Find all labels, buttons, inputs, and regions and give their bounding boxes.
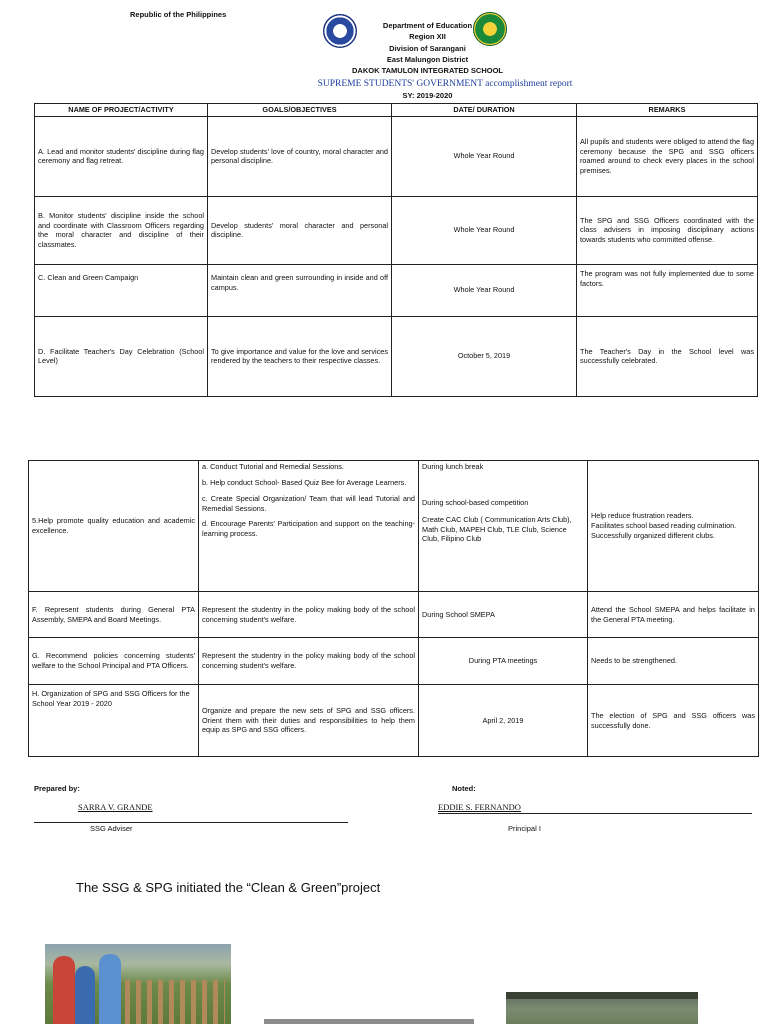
table-header-row (35, 104, 758, 117)
noted-by-role: Principal I (508, 824, 541, 833)
goal-cell: Develop students' love of country, moral character and personal discipline. (208, 116, 392, 196)
date-cell: During PTA meetings (419, 638, 588, 685)
table-row (29, 592, 759, 638)
list-item: b. Help conduct School- Based Quiz Bee for Average Learners. (202, 477, 407, 487)
remarks-cell: Needs to be strengthened. (588, 638, 759, 685)
student-figure (75, 966, 95, 1024)
list-item: During lunch break (422, 462, 484, 471)
date-cell: Whole Year Round (392, 264, 577, 316)
photo-timestamp-bar (506, 992, 698, 999)
remarks-cell: The SPG and SSG Officers coordinated with the class advisers in imposing disciplinary actions towards students who committed offense. (577, 196, 758, 264)
remarks-cell: The program was not fully implemented due to some factors. (577, 264, 758, 316)
remarks-cell (588, 461, 759, 592)
school-year: SY: 2019-2020 (402, 91, 453, 100)
date-cell: During School SMEPA (419, 592, 588, 638)
goal-list (202, 462, 415, 539)
table-row (29, 638, 759, 685)
student-figure (99, 954, 121, 1024)
division-label: Division of Sarangani (389, 43, 466, 53)
signature-line (438, 813, 752, 814)
project-cell: 5.Help promote quality education and academic excellence. (29, 461, 199, 592)
list-item: a. Conduct Tutorial and Remedial Sessions. (202, 462, 344, 471)
goal-cell: Organize and prepare the new sets of SPG and SSG officers. Orient them with their duties and responsibilities to help them equip as SPG and SSG officers. (199, 685, 419, 757)
column-header-date: DATE/ DURATION (392, 104, 577, 117)
signature-line (34, 822, 348, 823)
remarks-cell: Attend the School SMEPA and helps facilitate in the General PTA meeting. (588, 592, 759, 638)
date-cell: Whole Year Round (392, 116, 577, 196)
report-title: SUPREME STUDENTS' GOVERNMENT accomplishment report (317, 79, 573, 89)
prepared-by-label: Prepared by: (34, 784, 80, 793)
accomplishment-table-2 (28, 460, 759, 757)
goal-cell: Develop students' moral character and personal discipline. (208, 196, 392, 264)
region-label: Region XII (409, 32, 446, 42)
column-header-remarks: REMARKS (577, 104, 758, 117)
district-label: East Malungon District (386, 54, 469, 64)
project-cell: C. Clean and Green Campaign (35, 264, 208, 316)
date-cell: October 5, 2019 (392, 316, 577, 396)
date-cell: April 2, 2019 (419, 685, 588, 757)
table-row (35, 264, 758, 316)
date-cell: Whole Year Round (392, 196, 577, 264)
goal-cell: Represent the studentry in the policy making body of the school concerning student's welfare. (199, 638, 419, 685)
list-item: During school-based competition (422, 497, 529, 507)
list-item: Successfully organized different clubs. (591, 530, 715, 540)
project-cell: G. Recommend policies concerning students' welfare to the School Principal and PTA Officers. (29, 638, 199, 685)
remarks-cell: The Teacher's Day in the School level was successfully celebrated. (577, 316, 758, 396)
prepared-by-name: SARRA V. GRANDE (78, 802, 153, 812)
goal-cell: To give importance and value for the love and services rendered by the teachers to their respective classes. (208, 316, 392, 396)
clean-green-photo-1 (45, 944, 231, 1024)
date-cell (419, 461, 588, 592)
column-header-goals: GOALS/OBJECTIVES (208, 104, 392, 117)
project-cell: A. Lead and monitor students' discipline during flag ceremony and flag retreat. (35, 116, 208, 196)
list-item: Create CAC Club ( Communication Arts Club), Math Club, MAPEH Club, TLE Club, Science Club, Filipino Club (422, 514, 572, 544)
clean-green-photo-3 (506, 992, 698, 1024)
project-cell: H. Organization of SPG and SSG Officers for the School Year 2019 - 2020 (29, 685, 199, 757)
accomplishment-table-1 (34, 103, 758, 397)
department-label: Department of Education (382, 21, 473, 30)
table-row (35, 196, 758, 264)
list-item: d. Encourage Parents' Participation and support on the teaching-learning process. (202, 519, 415, 539)
list-item: Facilitates school based reading culmination. (591, 521, 737, 531)
goal-cell: Represent the studentry in the policy making body of the school concerning student's welfare. (199, 592, 419, 638)
goal-cell (199, 461, 419, 592)
school-name: DAKOK TAMULON INTEGRATED SCHOOL (352, 66, 503, 75)
table-row (35, 316, 758, 396)
project-cell: B. Monitor students' discipline inside the school and coordinate with Classroom Officers regarding the moral character and discipline of their classmates. (35, 196, 208, 264)
goal-cell: Maintain clean and green surrounding in inside and off campus. (208, 264, 392, 316)
remarks-cell: All pupils and students were obliged to attend the flag ceremony because the SPG and SSG officers roamed around to check every places in the school premises. (577, 116, 758, 196)
photo-caption: The SSG & SPG initiated the “Clean & Green”project (76, 880, 381, 895)
prepared-by-role: SSG Adviser (90, 824, 133, 833)
noted-by-label: Noted: (452, 784, 476, 793)
remarks-cell: The election of SPG and SSG officers was successfully done. (588, 685, 759, 757)
table-row (35, 116, 758, 196)
list-item: c. Create Special Organization/ Team that will lead Tutorial and Remedial Sessions. (202, 493, 415, 513)
list-item: Help reduce frustration readers. (591, 511, 694, 521)
noted-by-name: EDDIE S. FERNANDO (438, 802, 521, 812)
bamboo-fence (125, 980, 225, 1024)
clean-green-photo-2 (264, 1019, 474, 1024)
republic-label: Republic of the Philippines (130, 10, 227, 19)
table-row (29, 685, 759, 757)
project-cell: D. Facilitate Teacher's Day Celebration (School Level) (35, 316, 208, 396)
column-header-project: NAME OF PROJECT/ACTIVITY (35, 104, 208, 117)
project-cell: F. Represent students during General PTA Assembly, SMEPA and Board Meetings. (29, 592, 199, 638)
student-figure (53, 956, 75, 1024)
table-row (29, 461, 759, 592)
header-block (300, 20, 555, 76)
